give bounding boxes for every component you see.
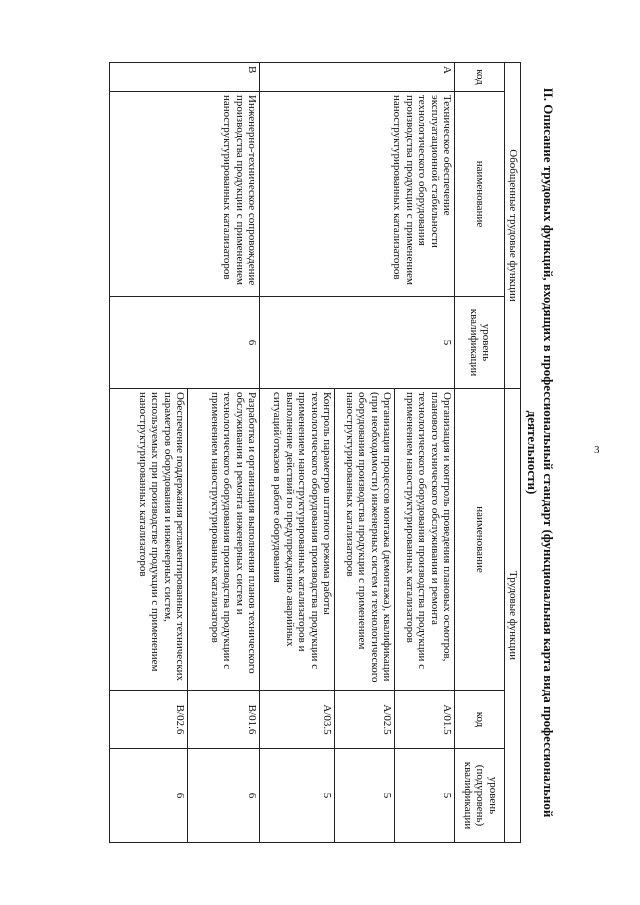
gcode-cell: B — [110, 63, 260, 92]
labor-functions-header: Трудовые функции — [505, 389, 521, 843]
fname-cell: Организация и контроль проведения плановых осмотров, планового технического обслуживания и ремонта технологического оборудования производства продукции с применением наноструктурированных катализаторов — [395, 389, 455, 691]
gname-cell: Инженерно-техническое сопровождение производства продукции с применением наноструктурированных катализаторов — [110, 92, 260, 297]
fcode-cell: B/02.6 — [110, 691, 188, 749]
fcode-cell: B/01.6 — [188, 691, 260, 749]
gcode-cell: A — [260, 63, 455, 92]
section-title: II. Описание трудовых функций, входящих в профессиональный стандарт (функциональная карта вида профессиональной деятельности) — [525, 87, 556, 818]
gname-cell: Техническое обеспечение эксплуатационной стабильности технологического оборудования производства продукции с применением наноструктурированных катализаторов — [260, 92, 455, 297]
fname-cell: Организация процессов монтажа (демонтажа), квалификации (при необходимости) инженерных систем и технологического оборудования производства продукции с применением наноструктурированных катализаторов — [335, 389, 395, 691]
glevel-cell: 6 — [110, 297, 260, 389]
table-row — [188, 63, 260, 843]
glevel-header: уровень квалификации — [455, 297, 505, 389]
fcode-header: код — [455, 691, 505, 749]
gname-header: наименование — [455, 92, 505, 297]
flevel-header: уровень (подуровень) квалификации — [455, 749, 505, 843]
header-row-1 — [505, 63, 521, 843]
flevel-cell: 5 — [260, 749, 335, 843]
fname-cell: Обеспечение поддержания регламентированных технических параметров оборудования и инженерных систем, используемых при производстве продукции с применением наноструктурированных катализаторов — [110, 389, 188, 691]
flevel-cell: 6 — [110, 749, 188, 843]
header-row-2 — [455, 63, 505, 843]
functional-map-table — [110, 62, 522, 843]
gcode-header: код — [455, 63, 505, 92]
fname-header: наименование — [455, 389, 505, 691]
fname-cell: Контроль параметров штатного режима работы технологического оборудования производства продукции с применением наноструктурированных катализаторов и выполнение действий по предупреждению аварийных ситуаций/отказов в работе оборудования — [260, 389, 335, 691]
fcode-cell: A/02.5 — [335, 691, 395, 749]
fcode-cell: A/03.5 — [260, 691, 335, 749]
flevel-cell: 5 — [395, 749, 455, 843]
flevel-cell: 5 — [335, 749, 395, 843]
fname-cell: Разработка и организация выполнения планов технического обслуживания и ремонта инженерных систем и технологического оборудования производства продукции с применением наноструктурированных катализаторов — [188, 389, 260, 691]
table-row — [395, 63, 455, 843]
glevel-cell: 5 — [260, 297, 455, 389]
fcode-cell: A/01.5 — [395, 691, 455, 749]
page-number: 3 — [594, 444, 600, 456]
flevel-cell: 6 — [188, 749, 260, 843]
generalized-header: Обобщенные трудовые функции — [505, 63, 521, 389]
